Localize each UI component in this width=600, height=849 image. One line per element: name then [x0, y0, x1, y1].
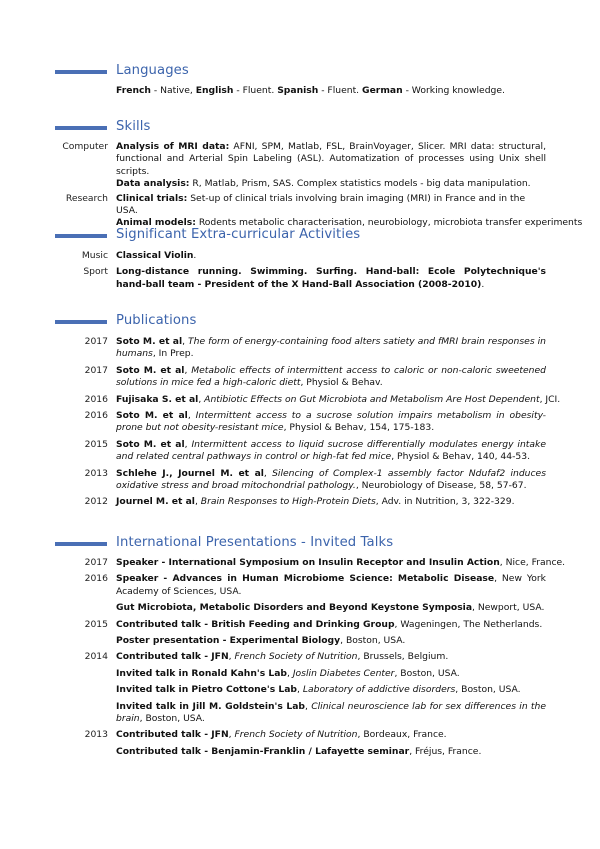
talk-title: Invited talk in Pietro Cottone's Lab — [116, 684, 298, 696]
heading-rule — [55, 542, 107, 546]
talk-item — [0, 602, 600, 614]
skill-entry — [116, 178, 546, 190]
talk-item — [0, 701, 600, 726]
languages-row — [0, 85, 600, 97]
publication-title: Intermittent access to a sucrose solution impairs metabolism in obesity-prone but not obesity-resistant mice — [116, 410, 547, 434]
publication-citation: Soto M. et al, Intermittent access to a sucrose solution impairs metabolism in obesity-prone but not obesity-resistant mice, Physiol & Behav, 154, 175-183. — [116, 410, 547, 434]
publication-venue: , Neurobiology of Disease, 58, 57-67. — [355, 480, 527, 492]
row-label: Music — [81, 250, 108, 261]
talk-title: Contributed talk - JFN — [116, 651, 229, 663]
talk-location: , Boston, USA. — [455, 684, 521, 696]
publication-citation: Soto M. et al, Metabolic effects of intermittent access to caloric or non-caloric sweetened solutions in mice fed a high-caloric diett, Physiol & Behav. — [116, 364, 546, 389]
publication-year: 2017 — [84, 336, 108, 347]
activity-text: . — [481, 278, 485, 290]
talk-title: Contributed talk - British Feeding and Drinking Group — [116, 618, 395, 630]
publication-year: 2012 — [84, 496, 108, 508]
talk-item — [0, 729, 600, 741]
activity-title: Long-distance running. Swimming. Surfing. Hand-ball: Ecole Polytechnique's hand-ball team - President of the X Hand-Ball Association (2008-2010) — [116, 266, 546, 290]
publication-item — [0, 410, 600, 435]
talk-title: Contributed talk - JFN — [116, 729, 229, 741]
section-heading — [0, 227, 600, 245]
publication-title: Silencing of Complex-1 assembly factor Ndufaf2 induces oxidative stress and broad mitochondrial pathology. — [116, 467, 546, 492]
talk-text: Contributed talk - JFN, French Society of Nutrition, Brussels, Belgium. — [116, 651, 449, 663]
skill-heading: Clinical trials: — [116, 192, 188, 204]
talk-year: 2016 — [84, 573, 108, 585]
section-title: Significant Extra-curricular Activities — [116, 227, 361, 242]
talk-location: , Bordeaux, France. — [357, 729, 447, 741]
publication-venue: , In Prep. — [152, 348, 194, 360]
skill-heading: Animal models: — [116, 217, 196, 229]
section-title: Publications — [116, 313, 197, 328]
publication-authors: Soto M. et al — [116, 336, 183, 347]
publication-citation: Journel M. et al, Brain Responses to High-Protein Diets, Adv. in Nutrition, 3, 322-329. — [116, 496, 515, 508]
language-name: English — [195, 85, 234, 96]
skill-heading: Analysis of MRI data: — [116, 141, 230, 152]
talk-title: Speaker - International Symposium on Insulin Receptor and Insulin Action — [116, 557, 500, 568]
talk-item — [0, 573, 600, 598]
section-talks — [0, 535, 600, 758]
publication-title: Antibiotic Effects on Gut Microbiota and Metabolism Are Host Dependent — [204, 393, 540, 405]
skill-text: R, Matlab, Prism, SAS. Complex statistics models - big data manipulation. — [189, 178, 531, 190]
talk-text: Invited talk in Jill M. Goldstein's Lab, Clinical neuroscience lab for sex differences in the brain, Boston, USA. — [116, 700, 547, 725]
talk-location: , Fréjus, France. — [409, 745, 482, 757]
section-heading — [0, 535, 600, 553]
talk-institution: Joslin Diabetes Center — [292, 667, 395, 679]
skill-text: Rodents metabolic characterisation, neurobiology, microbiota transfer experiments — [195, 217, 583, 229]
heading-rule — [55, 70, 107, 74]
talk-title: Poster presentation - Experimental Biology — [116, 635, 341, 647]
talk-title: Contributed talk - Benjamin-Franklin / Lafayette seminar — [116, 745, 410, 757]
section-publications — [0, 313, 600, 509]
talk-item — [0, 619, 600, 631]
talk-text: Invited talk in Pietro Cottone's Lab, Laboratory of addictive disorders, Boston, USA. — [116, 684, 521, 696]
talk-item — [0, 635, 600, 647]
skill-text: Set-up of clinical trials involving brain imaging (MRI) in France and in the USA. — [116, 192, 526, 217]
publication-authors: Schlehe J., Journel M. et al — [116, 467, 264, 479]
skill-heading: Data analysis: — [116, 178, 190, 190]
talk-location: , Nice, France. — [499, 557, 566, 568]
publication-citation: Schlehe J., Journel M. et al, Silencing of Complex-1 assembly factor Ndufaf2 induces oxidative stress and broad mitochondrial pathology., Neurobiology of Disease, 58, 57-67. — [116, 467, 546, 492]
talk-institution: French Society of Nutrition — [234, 729, 358, 741]
talk-location: , Brussels, Belgium. — [357, 651, 449, 663]
activity-text: . — [193, 250, 197, 261]
publication-authors: Soto M. et al — [116, 438, 185, 450]
row-body — [116, 266, 546, 291]
section-skills — [0, 119, 600, 230]
publication-year: 2016 — [84, 410, 108, 422]
row-label: Computer — [62, 141, 108, 152]
talk-title: Invited talk in Jill M. Goldstein's Lab — [116, 700, 305, 712]
talk-text: Contributed talk - JFN, French Society of Nutrition, Bordeaux, France. — [116, 729, 447, 741]
talk-institution: Laboratory of addictive disorders — [302, 684, 456, 696]
talk-text — [116, 557, 566, 569]
talk-item — [0, 746, 600, 758]
talk-text — [116, 635, 546, 647]
language-level: - Native, — [150, 85, 196, 96]
talk-text — [116, 573, 546, 598]
publication-citation: Soto M. et al, Intermittent access to liquid sucrose differentially modulates energy intake and related central pathways in control or high-fat fed mice, Physiol & Behav, 140, 44-53. — [116, 438, 547, 463]
publication-venue: , Physiol & Behav, 154, 175-183. — [283, 422, 435, 434]
language-name: German — [362, 85, 403, 96]
publication-title: The form of energy-containing food alters satiety and fMRI brain responses in humans — [116, 336, 546, 360]
talk-item — [0, 557, 600, 569]
skill-row-research — [0, 193, 600, 230]
talk-location: , Boston, USA. — [340, 635, 406, 647]
section-title: Skills — [116, 119, 151, 134]
talk-year: 2017 — [84, 557, 108, 568]
publication-venue: , Physiol & Behav. — [300, 377, 383, 389]
talk-title: Speaker - Advances in Human Microbiome Science: Metabolic Disease — [116, 573, 495, 585]
heading-rule — [55, 320, 107, 324]
heading-rule — [55, 126, 107, 130]
talk-location: , New York Academy of Sciences, USA. — [116, 573, 546, 597]
talk-item — [0, 684, 600, 696]
row-body — [116, 141, 546, 191]
publication-item — [0, 439, 600, 464]
talk-location: , Boston, USA. — [394, 667, 460, 679]
talk-institution: French Society of Nutrition — [234, 651, 358, 663]
section-activities — [0, 227, 600, 291]
talk-text: Invited talk in Ronald Kahn's Lab, Joslin Diabetes Center, Boston, USA. — [116, 667, 460, 679]
publication-title: Brain Responses to High-Protein Diets — [200, 496, 376, 508]
talk-year: 2015 — [84, 618, 108, 630]
row-label: Sport — [83, 266, 108, 278]
publication-item — [0, 468, 600, 493]
row-label: Research — [65, 192, 108, 204]
talk-item — [0, 651, 600, 663]
activity-row-music — [0, 250, 600, 262]
publication-title: Metabolic effects of intermittent access to caloric or non-caloric sweetened solutions in mice fed a high-caloric diett — [116, 364, 546, 389]
skill-row-computer — [0, 141, 600, 191]
skill-entry — [116, 193, 546, 218]
languages-text — [116, 85, 546, 97]
publication-year: 2017 — [84, 364, 108, 376]
publication-authors: Fujisaka S. et al — [116, 393, 199, 405]
publication-authors: Journel M. et al — [116, 496, 195, 508]
section-languages — [0, 63, 600, 97]
publication-venue: , JCI. — [539, 393, 561, 405]
talk-year: 2013 — [84, 729, 108, 741]
talk-text — [116, 619, 546, 631]
section-title: Languages — [116, 63, 189, 78]
row-body — [116, 192, 583, 230]
activity-row-sport — [0, 266, 600, 291]
talk-item — [0, 668, 600, 680]
talk-institution: Clinical neuroscience lab for sex differences in the brain — [116, 700, 547, 725]
publication-year: 2013 — [84, 467, 108, 479]
section-heading — [0, 119, 600, 137]
language-name: French — [116, 85, 151, 96]
publication-year: 2016 — [84, 393, 108, 405]
skill-text: AFNI, SPM, Matlab, FSL, BrainVoyager, Slicer. MRI data: structural, functional and Arterial Spin Labeling (ASL). Automatization of processes using Unix shell scripts. — [116, 141, 546, 177]
publication-authors: Soto M. et al — [116, 364, 185, 376]
talk-title: Gut Microbiota, Metabolic Disorders and Beyond Keystone Symposia — [116, 602, 473, 614]
skill-entry — [116, 141, 546, 178]
publication-title: Intermittent access to liquid sucrose differentially modulates energy intake and related central pathways in control or high-fat fed mice — [116, 438, 547, 463]
publication-venue: , Physiol & Behav, 140, 44-53. — [391, 451, 531, 463]
language-level: - Fluent. — [233, 85, 278, 96]
publication-item — [0, 394, 600, 406]
heading-rule — [55, 234, 107, 238]
talk-title: Invited talk in Ronald Kahn's Lab — [116, 667, 287, 679]
section-title: International Presentations - Invited Talks — [116, 535, 394, 550]
talk-location: , Boston, USA. — [139, 713, 205, 725]
activity-title: Classical Violin — [116, 250, 194, 261]
publication-item — [0, 496, 600, 508]
language-level: - Working knowledge. — [402, 85, 505, 96]
language-level: - Fluent. — [318, 85, 363, 96]
talk-year: 2014 — [84, 651, 108, 663]
talk-text — [116, 746, 546, 758]
row-body — [116, 250, 546, 262]
publication-citation: Fujisaka S. et al, Antibiotic Effects on Gut Microbiota and Metabolism Are Host Dependent, JCI. — [116, 393, 561, 405]
publication-venue: , Adv. in Nutrition, 3, 322-329. — [375, 496, 515, 508]
section-heading — [0, 313, 600, 331]
publication-citation: Soto M. et al, The form of energy-containing food alters satiety and fMRI brain responses in humans, In Prep. — [116, 336, 546, 360]
talk-location: , Wageningen, The Netherlands. — [394, 618, 543, 630]
publication-item — [0, 336, 600, 361]
publication-item — [0, 365, 600, 390]
talk-text — [116, 602, 546, 614]
talk-location: , Newport, USA. — [472, 602, 545, 614]
section-heading — [0, 63, 600, 81]
language-name: Spanish — [277, 85, 319, 96]
publication-year: 2015 — [84, 438, 108, 450]
publication-authors: Soto M. et al — [116, 410, 188, 422]
